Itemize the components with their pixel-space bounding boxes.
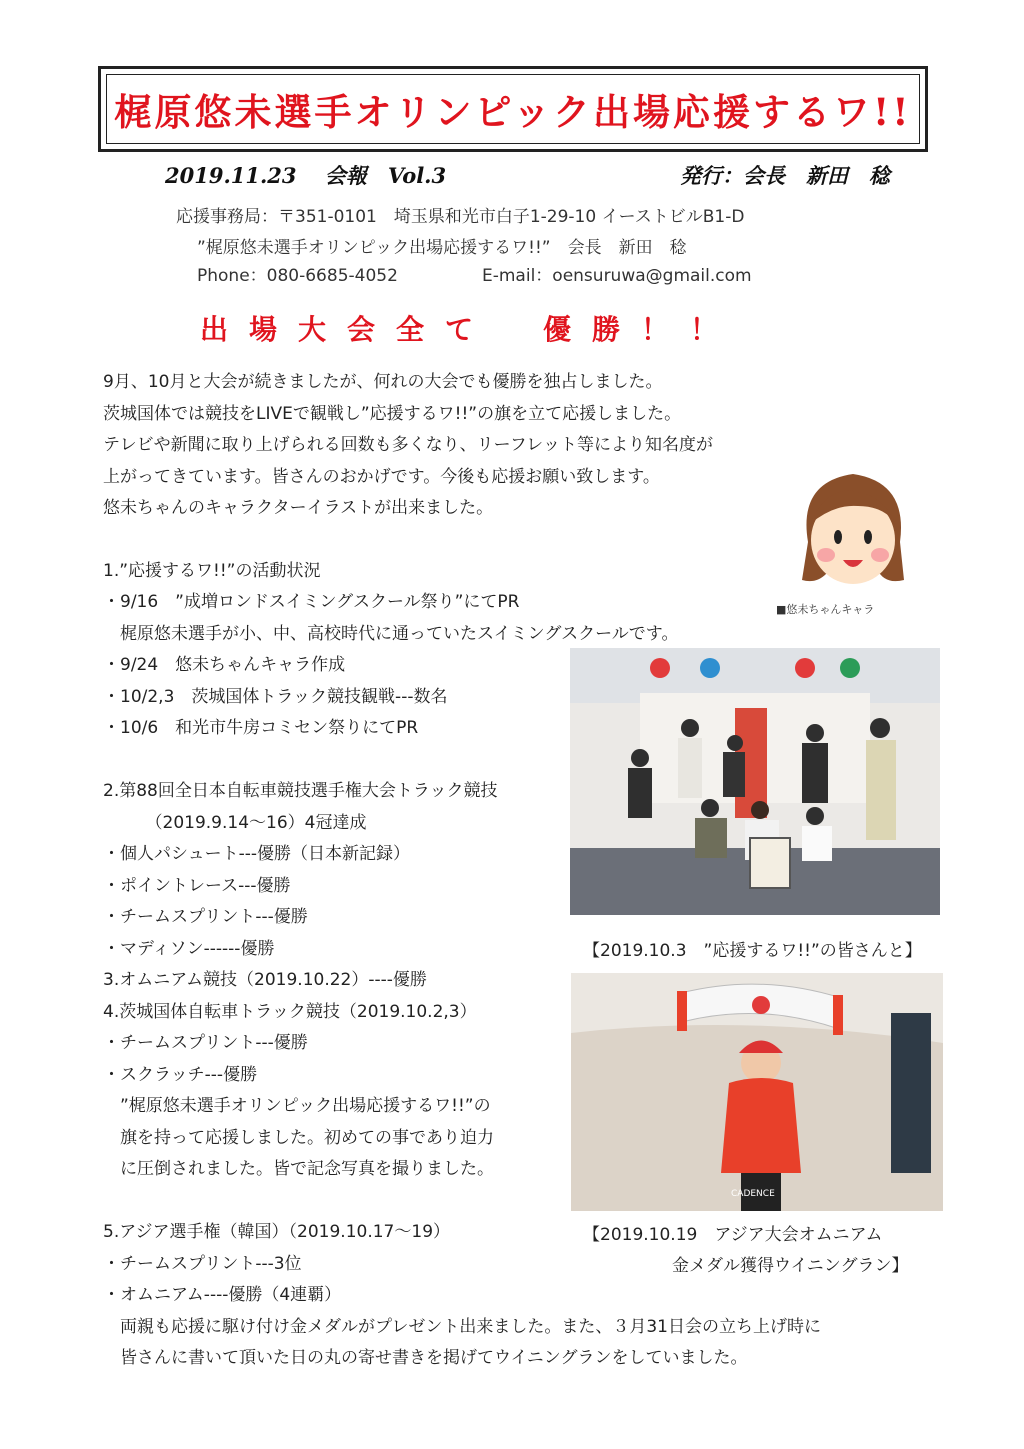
body-line: ・9/16 ”成増ロンドスイミングスクール祭り”にてPR bbox=[103, 592, 520, 612]
character-caption: ■悠未ちゃんキャラ bbox=[776, 603, 875, 616]
winning-run-image bbox=[571, 973, 943, 1211]
body-line: ・10/6 和光市牛房コミセン祭りにてPR bbox=[103, 718, 419, 738]
body-line: 5.アジア選手権（韓国）（2019.10.17～19） bbox=[103, 1222, 451, 1242]
association-name: ”梶原悠未選手オリンピック出場応援するワ!!” 会長 新田 稔 bbox=[197, 238, 687, 258]
winning-run-photo bbox=[571, 973, 943, 1211]
body-line: 2.第88回全日本自転車競技選手権大会トラック競技 bbox=[103, 781, 498, 801]
body-line: 3.オムニアム競技（2019.10.22）----優勝 bbox=[103, 970, 427, 990]
body-line: ・個人パシュート---優勝（日本新記録） bbox=[103, 844, 411, 864]
body-line: ・チームスプリント---3位 bbox=[103, 1253, 302, 1274]
phone-number: Phone：080-6685-4052 bbox=[197, 266, 398, 286]
headline: 出場大会全て 優勝！！ bbox=[200, 313, 740, 346]
body-line: 旗を持って応援しました。初めての事であり迫力 bbox=[103, 1127, 494, 1148]
intro-line: テレビや新聞に取り上げられる回数も多くなり、リーフレット等により知名度が bbox=[103, 435, 713, 455]
body-line: ・チームスプリント---優勝 bbox=[103, 907, 308, 927]
intro-line: 上がってきています。皆さんのおかげです。今後も応援お願い致します。 bbox=[103, 466, 660, 487]
body-line: 4.茨城国体自転車トラック競技（2019.10.2,3） bbox=[103, 1001, 477, 1022]
body-line: ・マディソン------優勝 bbox=[103, 938, 275, 959]
body-line: （2019.9.14～16）4冠達成 bbox=[103, 812, 367, 833]
email-address: E-mail：oensuruwa@gmail.com bbox=[482, 266, 752, 286]
winning-run-caption-line1: 【2019.10.19 アジア大会オムニアム bbox=[583, 1225, 883, 1245]
intro-line: 9月、10月と大会が続きましたが、何れの大会でも優勝を独占しました。 bbox=[103, 372, 663, 392]
body-line: ・ポイントレース---優勝 bbox=[103, 875, 291, 896]
winning-run-caption-line2: 金メダル獲得ウイニングラン】 bbox=[672, 1256, 909, 1276]
group-photo-image bbox=[570, 648, 940, 915]
body-line: ・オムニアム----優勝（4連覇） bbox=[103, 1285, 342, 1305]
body-line: 皆さんに書いて頂いた日の丸の寄せ書きを掲げてウイニングランをしていました。 bbox=[103, 1348, 748, 1368]
newsletter-title: 梶原悠未選手オリンピック出場応援するワ!! bbox=[114, 90, 912, 134]
group-photo-caption: 【2019.10.3 ”応援するワ!!”の皆さんと】 bbox=[583, 941, 922, 961]
character-face-icon bbox=[788, 462, 918, 602]
intro-line: 茨城国体では競技をLIVEで観戦し”応援するワ!!”の旗を立て応援しました。 bbox=[103, 403, 682, 424]
publisher: 発行：会長 新田 稔 bbox=[680, 163, 890, 188]
body-line: に圧倒されました。皆で記念写真を撮りました。 bbox=[103, 1159, 494, 1179]
body-line: ・スクラッチ---優勝 bbox=[103, 1064, 258, 1085]
body-line: ”梶原悠未選手オリンピック出場応援するワ!!”の bbox=[103, 1096, 491, 1116]
body-line: 梶原悠未選手が小、中、高校時代に通っていたスイミングスクールです。 bbox=[103, 623, 679, 644]
body-line: ・9/24 悠未ちゃんキャラ作成 bbox=[103, 655, 346, 675]
body-line bbox=[103, 524, 821, 556]
office-address: 応援事務局：〒351-0101 埼玉県和光市白子1-29-10 イーストビルB1-D bbox=[176, 207, 745, 227]
body-line: ・チームスプリント---優勝 bbox=[103, 1033, 308, 1053]
intro-line: 悠未ちゃんのキャラクターイラストが出来ました。 bbox=[103, 498, 494, 518]
issue-date-volume: 2019.11.23 会報 Vol.3 bbox=[165, 163, 447, 188]
title-box bbox=[98, 66, 928, 152]
group-photo bbox=[570, 648, 940, 915]
body-line: 1.”応援するワ!!”の活動状況 bbox=[103, 560, 321, 581]
title-inner-border bbox=[106, 74, 920, 144]
intro-paragraph bbox=[103, 367, 713, 525]
photo-watermark: CADENCE bbox=[731, 1189, 775, 1199]
body-line: 両親も応援に駆け付け金メダルがプレゼント出来ました。また、３月31日会の立ち上げ時に bbox=[103, 1316, 821, 1337]
body-line: ・10/2,3 茨城国体トラック競技観戦---数名 bbox=[103, 686, 448, 707]
character-illustration bbox=[788, 462, 918, 602]
